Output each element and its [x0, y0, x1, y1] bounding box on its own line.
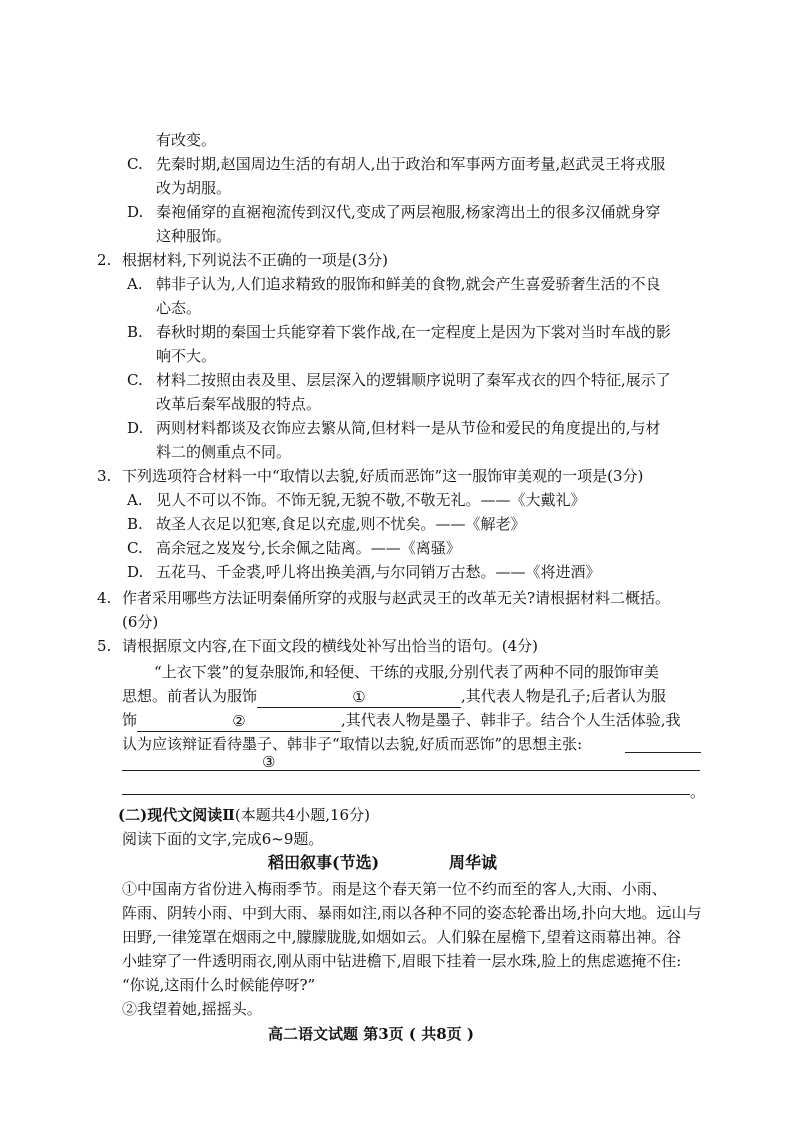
q5-number: 5.	[97, 637, 112, 655]
q2-option-c-line1: 材料二按照由表及里、层层深入的逻辑顺序说明了秦军戎衣的四个特征,展示了	[156, 371, 671, 389]
q1-option-d-line2: 这种服饰。	[156, 227, 232, 245]
q2-number: 2.	[97, 251, 112, 269]
q1-option-c-line2: 改为胡服。	[156, 179, 232, 197]
article-para1-line5: “你说,这雨什么时候能停呀?”	[122, 976, 316, 994]
q5-passage-line1: “上衣下裳”的复杂服饰,和轻便、干练的戎服,分别代表了两种不同的服饰审美	[154, 663, 659, 681]
q2-option-d-line2: 料二的侧重点不同。	[156, 443, 292, 461]
q5-passage-line3	[122, 708, 681, 732]
q4-line2: (6分)	[122, 613, 159, 631]
q3-option-c-label: C.	[127, 539, 143, 557]
q5-passage-line2-start: 思想。前者认为服饰	[122, 687, 258, 705]
fill-blank-2[interactable]: ②	[137, 709, 341, 732]
q5-passage-line3-start: 饰	[122, 711, 138, 729]
q2-stem: 根据材料,下列说法不正确的一项是(3分)	[122, 251, 389, 269]
q5-end-mark: 。	[690, 783, 706, 801]
fill-blank-3-start-rule	[625, 752, 701, 753]
section-heading-detail: (本题共4小题,16分)	[234, 806, 370, 824]
q1-option-b-tail: 有改变。	[156, 131, 217, 149]
q2-option-d-label: D.	[127, 419, 144, 437]
q3-option-c-text: 高余冠之岌岌兮,长余佩之陆离。——《离骚》	[156, 539, 461, 557]
article-para1-line4: 小蛙穿了一件透明雨衣,刚从雨中钻进檐下,眉眼下挂着一层水珠,脸上的焦虑遮掩不住:	[122, 952, 682, 970]
article-para1-line2: 阵雨、阴转小雨、中到大雨、暴雨如注,雨以各种不同的姿态轮番出场,扑向大地。远山与	[122, 904, 702, 922]
article-author: 周华诚	[449, 853, 498, 872]
fill-blank-3-rule-1	[122, 770, 700, 771]
q3-option-b-text: 故圣人衣足以犯寒,食足以充虚,则不忧矣。——《解老》	[156, 515, 526, 533]
q2-option-b-line2: 响不大。	[156, 347, 217, 365]
q4-line1: 作者采用哪些方法证明秦俑所穿的戎服与赵武灵王的改革无关?请根据材料二概括。	[122, 589, 671, 607]
q2-option-b-label: B.	[127, 323, 143, 341]
section-instruction: 阅读下面的文字,完成6~9题。	[122, 830, 324, 848]
q2-option-a-line2: 心态。	[156, 299, 202, 317]
article-para2: ②我望着她,摇摇头。	[122, 1000, 262, 1018]
q5-passage-line4-text: 认为应该辩证看待墨子、韩非子“取情以去貌,好质而恶饰”的思想主张:	[122, 735, 583, 753]
q5-stem: 请根据原文内容,在下面文段的横线处补写出恰当的语句。(4分)	[122, 637, 539, 655]
q2-option-c-label: C.	[127, 371, 143, 389]
q3-option-a-text: 见人不可以不饰。不饰无貌,无貌不敬,不敬无礼。——《大戴礼》	[156, 491, 586, 509]
section-heading-title: (二)现代文阅读Ⅱ	[118, 806, 235, 824]
q1-option-d-line1: 秦袍俑穿的直裾袍流传到汉代,变成了两层袍服,杨家湾出土的很多汉俑就身穿	[156, 203, 661, 221]
page-footer: 高二语文试题 第3页 ( 共8页 )	[268, 1025, 474, 1043]
q2-option-a-line1: 韩非子认为,人们追求精致的服饰和鲜美的食物,就会产生喜爱骄奢生活的不良	[156, 275, 661, 293]
q2-option-a-label: A.	[127, 275, 143, 293]
article-para1-line1: ①中国南方省份进入梅雨季节。雨是这个春天第一位不约而至的客人,大雨、小雨、	[122, 880, 667, 898]
article-title: 稻田叙事(节选)	[268, 853, 380, 872]
fill-blank-3-rule-2	[122, 794, 690, 795]
article-para1-line3: 田野,一律笼罩在烟雨之中,朦朦胧胧,如烟如云。人们躲在屋檐下,望着这雨幕出神。谷	[122, 928, 682, 946]
q1-option-c-label: C.	[127, 155, 143, 173]
q3-number: 3.	[97, 467, 112, 485]
q4-number: 4.	[97, 589, 112, 607]
q3-option-b-label: B.	[127, 515, 143, 533]
q5-passage-line2	[122, 684, 666, 708]
q2-option-d-line1: 两则材料都谈及衣饰应去繁从简,但材料一是从节俭和爱民的角度提出的,与材	[156, 419, 661, 437]
q3-stem: 下列选项符合材料一中“取情以去貌,好质而恶饰”这一服饰审美观的一项是(3分)	[122, 467, 644, 485]
q2-option-c-line2: 改革后秦军战服的特点。	[156, 395, 322, 413]
q1-option-c-line1: 先秦时期,赵国周边生活的有胡人,出于政治和军事两方面考量,赵武灵王将戎服	[156, 155, 666, 173]
q5-passage-line4	[122, 732, 582, 756]
fill-blank-1[interactable]: ①	[257, 685, 461, 708]
fill-blank-3-marker[interactable]: ③	[262, 753, 276, 771]
q3-option-d-text: 五花马、千金裘,呼儿将出换美酒,与尔同销万古愁。——《将进酒》	[156, 563, 601, 581]
section-heading	[118, 803, 370, 827]
q2-option-b-line1: 春秋时期的秦国士兵能穿着下裳作战,在一定程度上是因为下裳对当时车战的影	[156, 323, 671, 341]
q1-option-d-label: D.	[127, 203, 144, 221]
q5-passage-line2-end: ,其代表人物是孔子;后者认为服	[461, 687, 666, 705]
q5-passage-line3-end: ,其代表人物是墨子、韩非子。结合个人生活体验,我	[341, 711, 681, 729]
q3-option-a-label: A.	[127, 491, 143, 509]
q3-option-d-label: D.	[127, 563, 144, 581]
